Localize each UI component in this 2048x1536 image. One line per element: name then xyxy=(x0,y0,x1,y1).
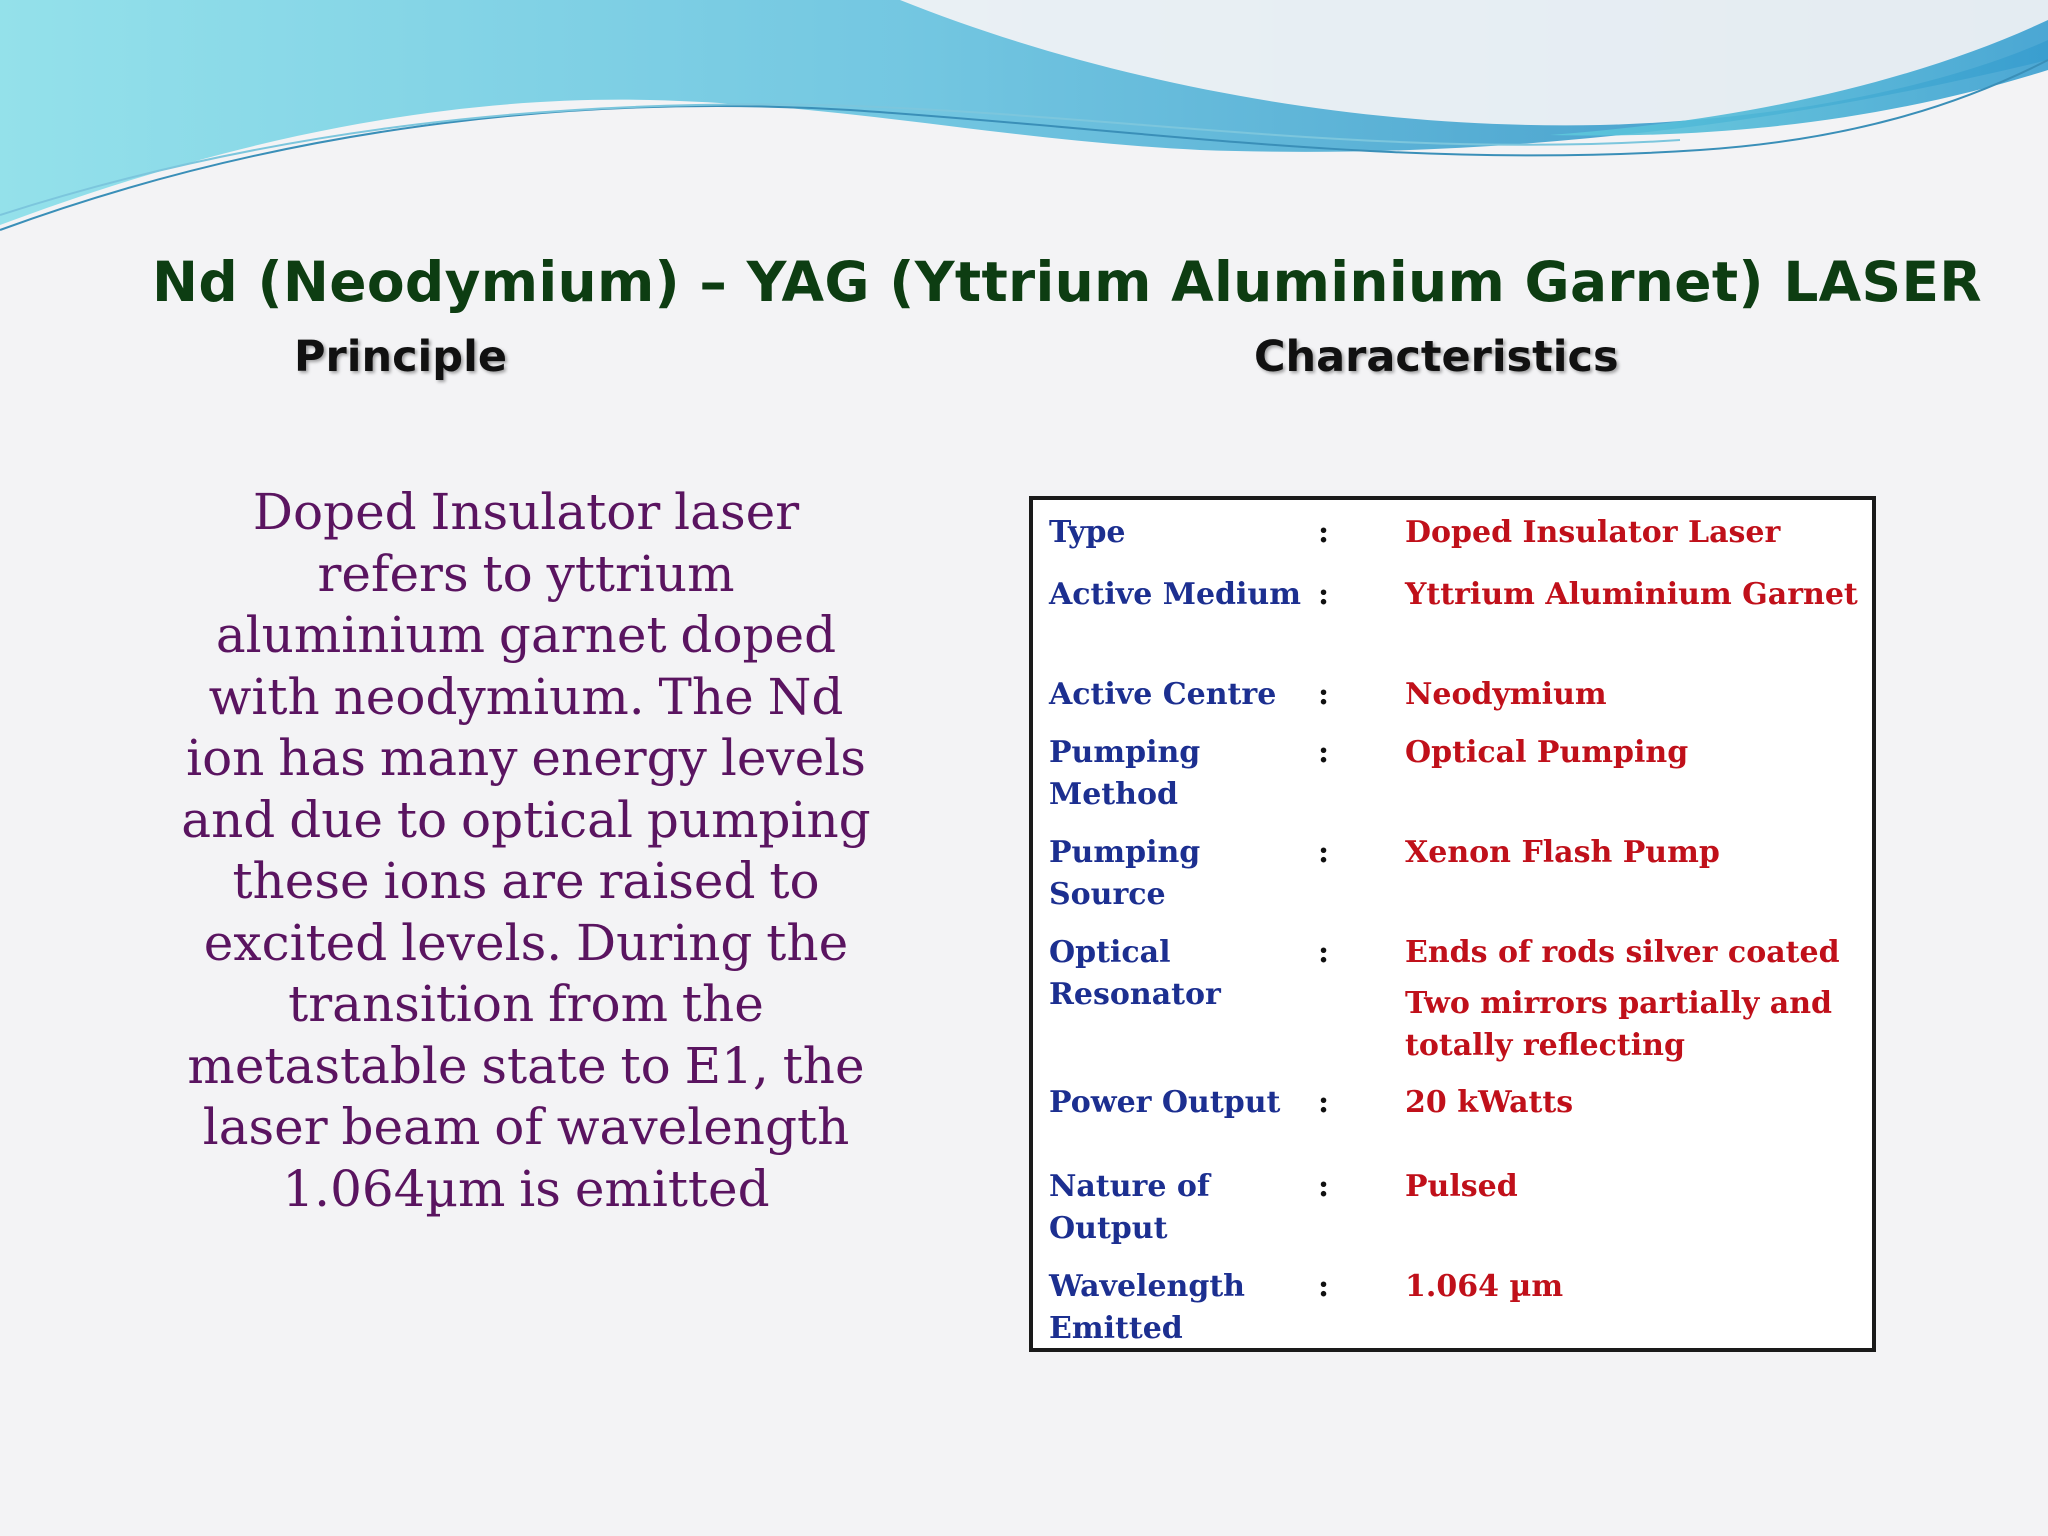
char-colon: : xyxy=(1318,735,1330,770)
char-label: Active Medium xyxy=(1049,577,1301,612)
char-value: Pulsed xyxy=(1405,1169,1518,1204)
char-colon: : xyxy=(1318,1169,1330,1204)
char-colon: : xyxy=(1318,1269,1330,1304)
char-label: Pumping Source xyxy=(1049,835,1201,912)
char-value: 20 kWatts xyxy=(1405,1085,1574,1120)
char-value: Optical Pumping xyxy=(1405,735,1689,770)
slide-title: Nd (Neodymium) – YAG (Yttrium Aluminium Garnet) LASER xyxy=(152,250,1982,314)
char-value xyxy=(1405,932,1865,1067)
char-value: Xenon Flash Pump xyxy=(1405,835,1720,870)
characteristics-table xyxy=(1029,496,1876,1352)
char-label: Pumping Method xyxy=(1049,735,1201,812)
char-value: Doped Insulator Laser xyxy=(1405,515,1781,550)
char-label: Type xyxy=(1049,515,1126,550)
char-colon: : xyxy=(1318,1085,1330,1120)
char-colon: : xyxy=(1318,577,1330,612)
char-value: Neodymium xyxy=(1405,677,1607,712)
char-label: Power Output xyxy=(1049,1085,1281,1120)
char-label: Wavelength Emitted xyxy=(1049,1269,1245,1346)
principle-heading: Principle xyxy=(294,332,507,382)
char-value: 1.064 µm xyxy=(1405,1269,1564,1304)
char-value-line: Two mirrors partially and totally reflecting xyxy=(1405,986,1833,1063)
char-label: Optical Resonator xyxy=(1049,935,1221,1012)
char-label: Active Centre xyxy=(1049,677,1277,712)
characteristics-heading: Characteristics xyxy=(1254,332,1619,382)
char-label: Nature of Output xyxy=(1049,1169,1210,1246)
principle-description: Doped Insulator laser refers to yttrium aluminium garnet doped with neodymium. The Nd ion has many energy levels and due to optical pumping these ions are raised to excited levels. During the transition from the metastable state to E1, the laser beam of wavelength 1.064µm is emitted xyxy=(181,483,871,1218)
char-colon: : xyxy=(1318,515,1330,550)
char-colon: : xyxy=(1318,835,1330,870)
char-colon: : xyxy=(1318,935,1330,970)
wave-header-decoration xyxy=(0,0,2048,240)
char-value: Yttrium Aluminium Garnet xyxy=(1405,577,1858,612)
char-colon: : xyxy=(1318,677,1330,712)
char-value-line: Ends of rods silver coated xyxy=(1405,935,1840,970)
